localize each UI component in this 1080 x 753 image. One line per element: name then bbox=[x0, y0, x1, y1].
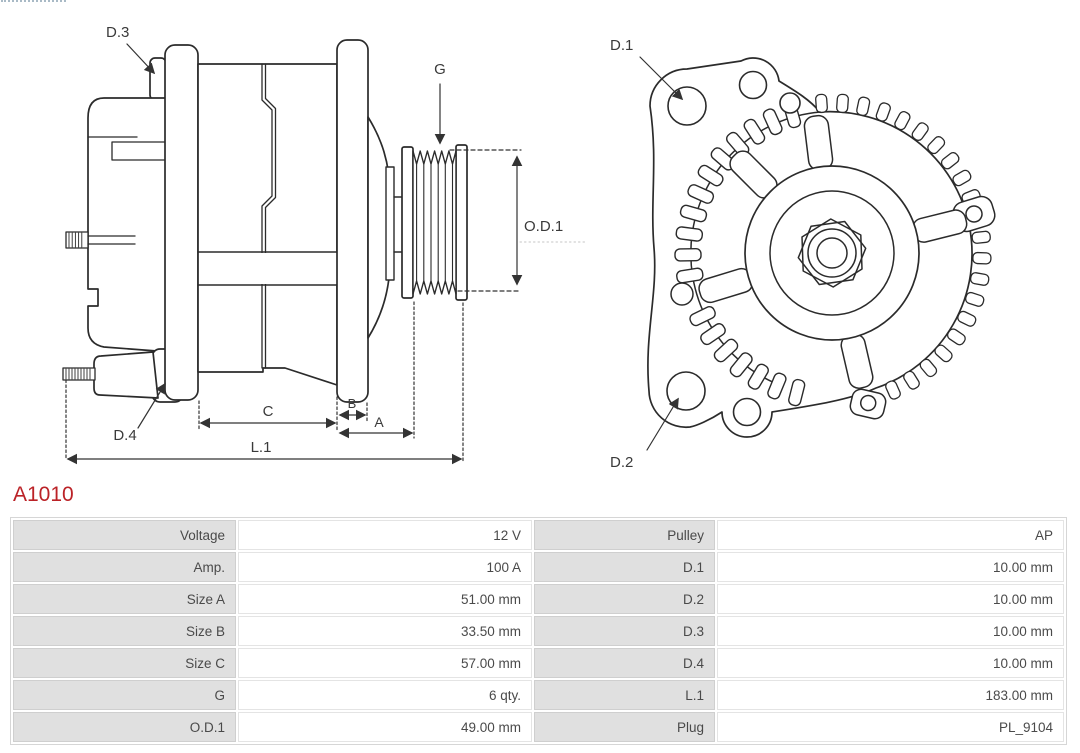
table-row bbox=[13, 680, 1064, 710]
shaft-nose bbox=[368, 117, 402, 338]
spec-label-cell: D.1 bbox=[534, 552, 715, 582]
spec-label-cell: Size C bbox=[13, 648, 236, 678]
spec-label-cell: Pulley bbox=[534, 520, 715, 550]
label-b: B bbox=[347, 396, 357, 411]
label-od1: O.D.1 bbox=[524, 218, 564, 235]
label-d3: D.3 bbox=[106, 24, 130, 41]
part-number: A1010 bbox=[13, 483, 74, 506]
spec-value-cell: 10.00 mm bbox=[717, 616, 1064, 646]
spec-label-cell: Amp. bbox=[13, 552, 236, 582]
ear-d3-side bbox=[150, 58, 166, 100]
spec-label-cell: Size A bbox=[13, 584, 236, 614]
bottom-right-lug bbox=[849, 388, 888, 421]
pulley-side bbox=[402, 145, 467, 300]
spec-value-cell: 10.00 mm bbox=[717, 552, 1064, 582]
spec-label-cell: D.2 bbox=[534, 584, 715, 614]
pulley-front bbox=[745, 166, 919, 340]
spec-value-cell: 12 V bbox=[238, 520, 532, 550]
spec-value-cell: 100 A bbox=[238, 552, 532, 582]
label-c: C bbox=[262, 403, 274, 420]
label-g: G bbox=[434, 61, 446, 78]
spec-value-cell: 49.00 mm bbox=[238, 712, 532, 742]
spec-label-cell: G bbox=[13, 680, 236, 710]
spec-label-cell: Size B bbox=[13, 616, 236, 646]
spec-label-cell: Plug bbox=[534, 712, 715, 742]
spec-value-cell: PL_9104 bbox=[717, 712, 1064, 742]
side-view-drawing bbox=[63, 40, 467, 402]
table-row bbox=[13, 520, 1064, 550]
table-row bbox=[13, 584, 1064, 614]
spec-value-cell: 10.00 mm bbox=[717, 648, 1064, 678]
spec-label-cell: L.1 bbox=[534, 680, 715, 710]
label-d1: D.1 bbox=[610, 37, 634, 54]
label-d4: D.4 bbox=[113, 427, 137, 444]
spec-value-cell: 51.00 mm bbox=[238, 584, 532, 614]
label-d2: D.2 bbox=[610, 454, 634, 471]
spec-label-cell: O.D.1 bbox=[13, 712, 236, 742]
spec-value-cell: 6 qty. bbox=[238, 680, 532, 710]
rear-flange bbox=[165, 45, 198, 400]
front-view-drawing bbox=[648, 58, 998, 437]
spec-value-cell: 183.00 mm bbox=[717, 680, 1064, 710]
spec-label-cell: D.3 bbox=[534, 616, 715, 646]
front-flange bbox=[337, 40, 368, 402]
spec-value-cell: 33.50 mm bbox=[238, 616, 532, 646]
table-row bbox=[13, 712, 1064, 742]
table-row bbox=[13, 616, 1064, 646]
spec-value-cell: AP bbox=[717, 520, 1064, 550]
spec-value-cell: 57.00 mm bbox=[238, 648, 532, 678]
table-row bbox=[13, 552, 1064, 582]
hole-d1 bbox=[668, 87, 706, 125]
spec-value-cell: 10.00 mm bbox=[717, 584, 1064, 614]
web-hole bbox=[671, 283, 693, 305]
table-row bbox=[13, 648, 1064, 678]
spec-label-cell: Voltage bbox=[13, 520, 236, 550]
label-a: A bbox=[374, 414, 384, 430]
hole-d2 bbox=[667, 372, 705, 410]
spec-table bbox=[10, 517, 1067, 745]
spec-label-cell: D.4 bbox=[534, 648, 715, 678]
rear-cover bbox=[88, 98, 170, 352]
label-l1: L.1 bbox=[250, 439, 272, 456]
alternator-body bbox=[198, 64, 340, 385]
